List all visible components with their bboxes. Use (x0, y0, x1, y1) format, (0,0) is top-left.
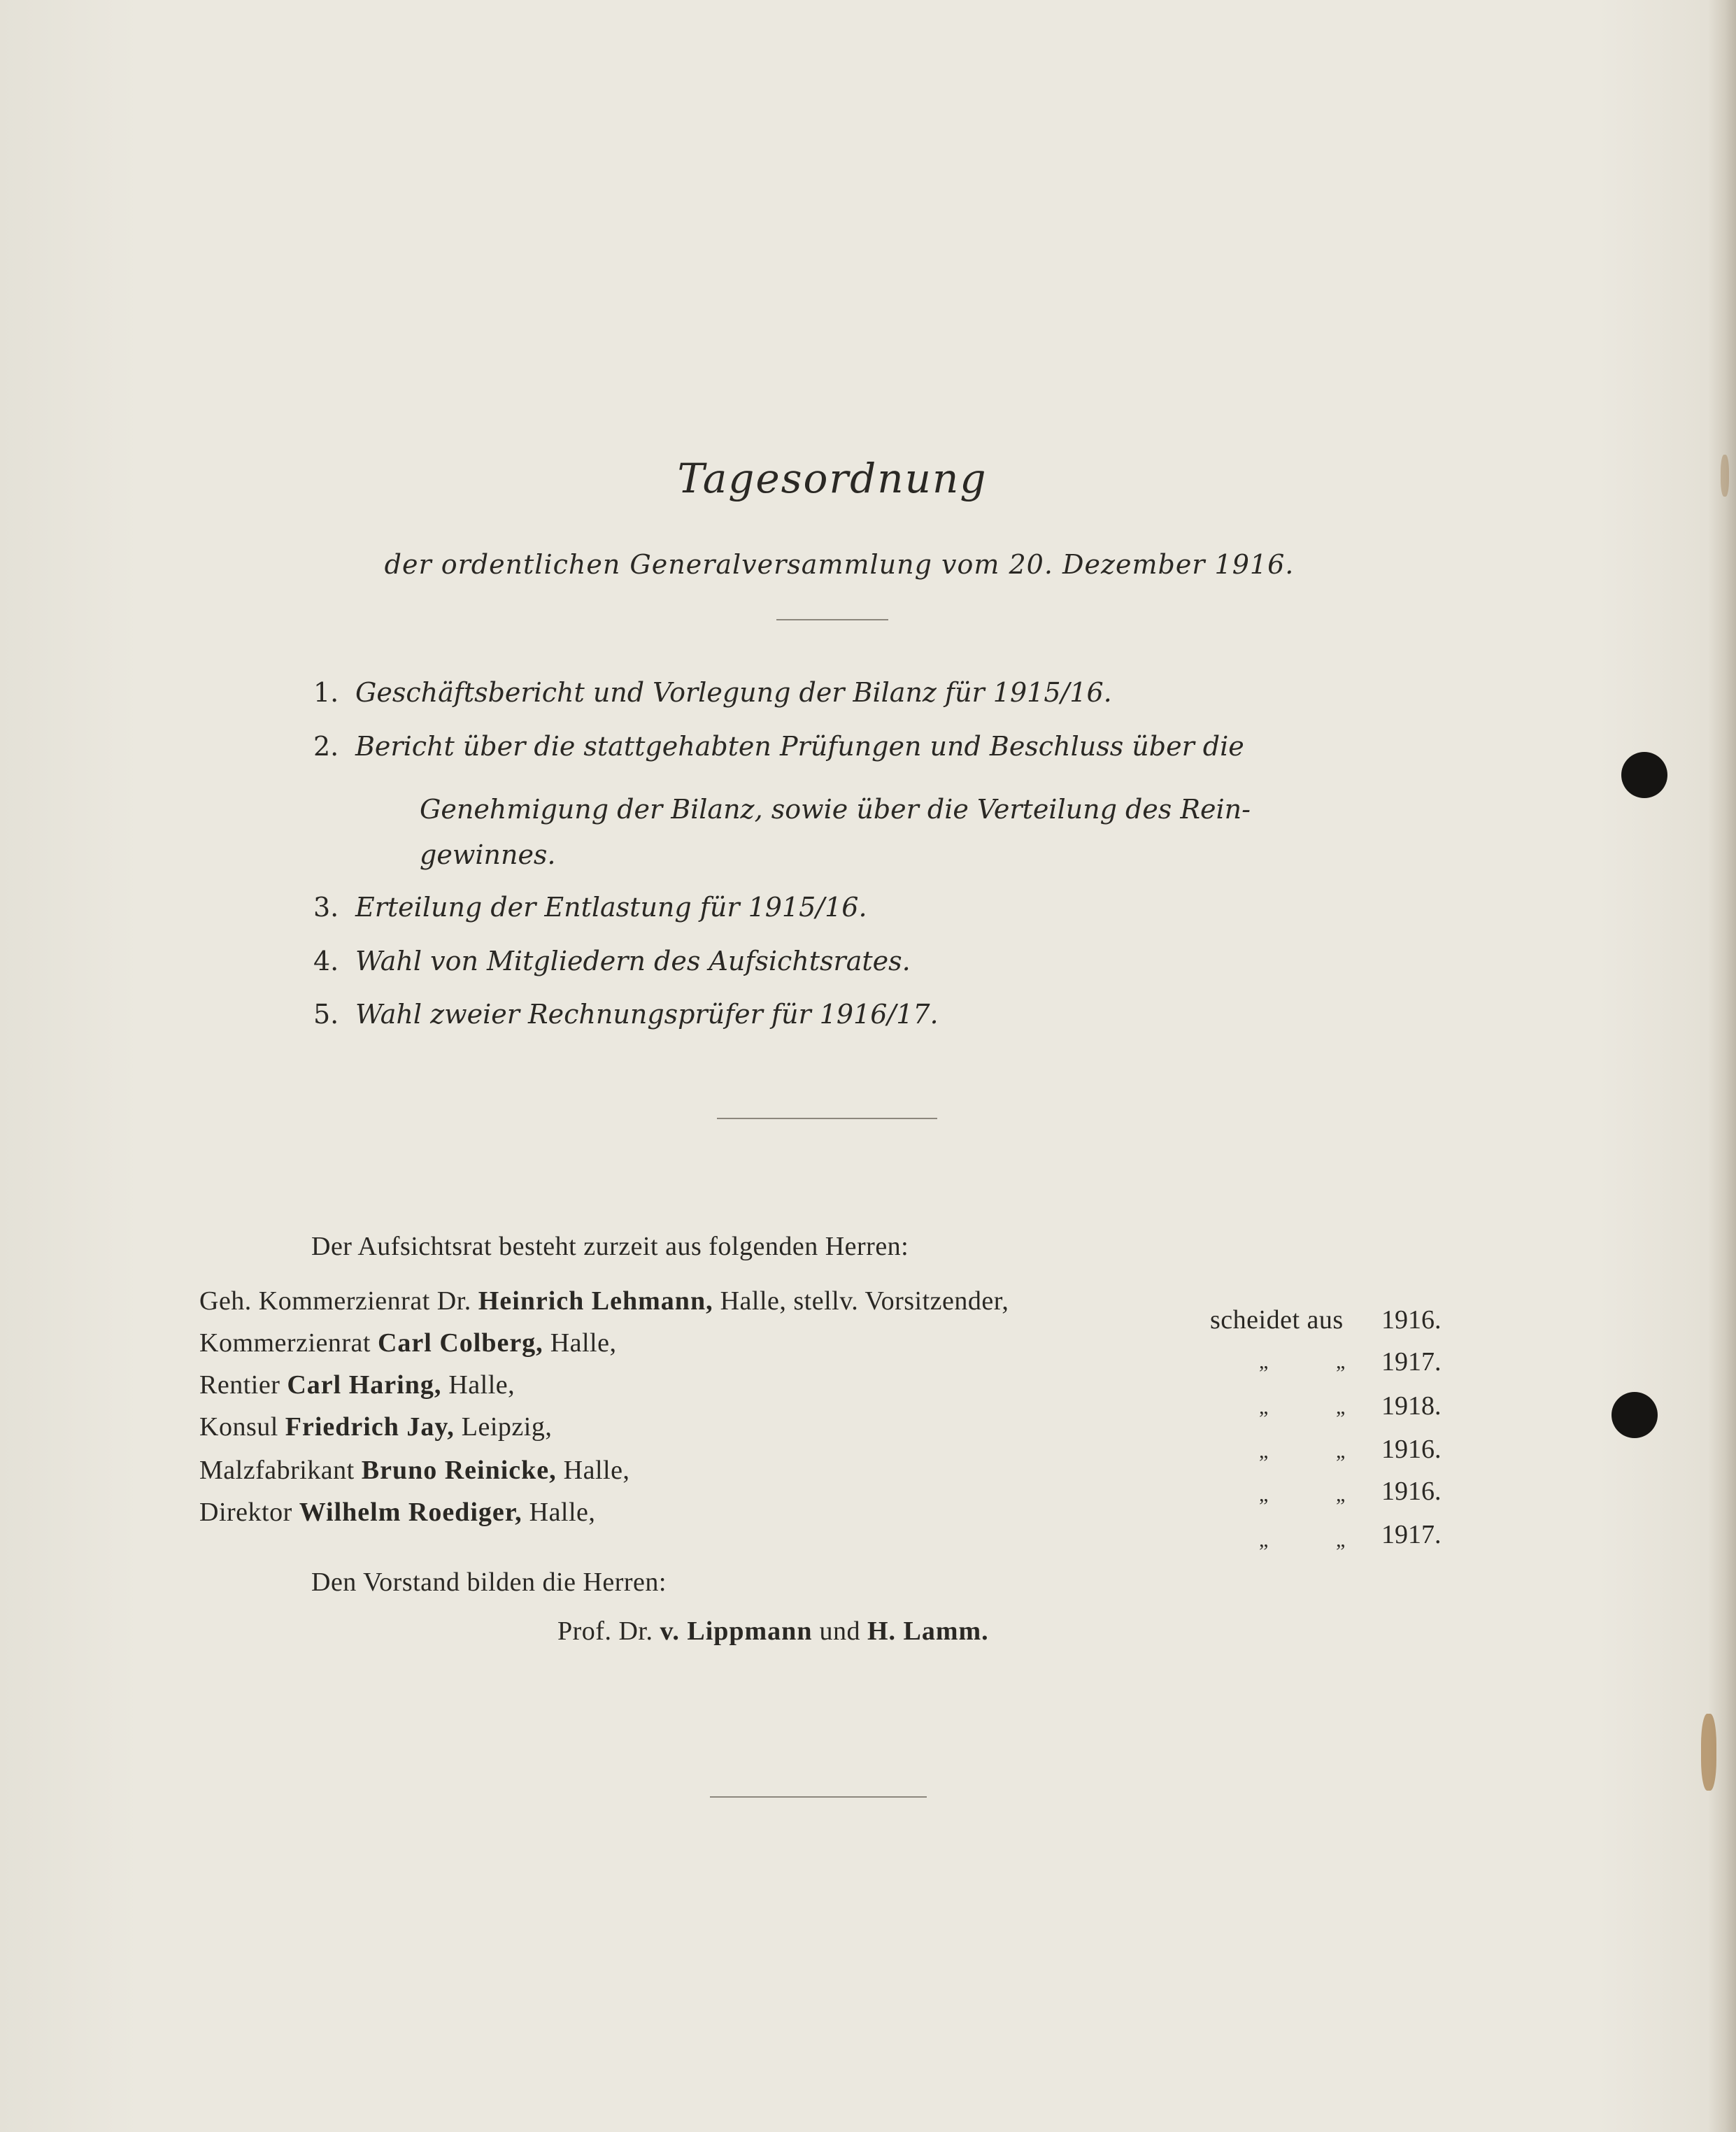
member-place: Halle, (550, 1328, 617, 1358)
agenda-text: Erteilung der Entlastung für 1915/16. (355, 892, 867, 923)
member-year-2: 1917. (1381, 1347, 1442, 1377)
agenda-number: 4. (313, 946, 339, 976)
agenda-number: 1. (313, 677, 339, 708)
member-title: Malzfabrikant (199, 1456, 355, 1485)
member-year-1: 1916. (1381, 1305, 1442, 1335)
board-member-row-1 (199, 1286, 1009, 1316)
agenda-item-4 (313, 946, 911, 976)
divider-bottom (710, 1796, 927, 1798)
member-title: Konsul (199, 1412, 278, 1442)
board-outro: Den Vorstand bilden die Herren: (311, 1568, 667, 1597)
ditto-mark: „ (1259, 1528, 1269, 1551)
agenda-item-2 (313, 731, 1244, 762)
member-place: Leipzig, (461, 1412, 553, 1442)
ditto-mark: „ (1336, 1440, 1346, 1463)
punch-hole-bottom (1612, 1392, 1658, 1438)
agenda-number: 3. (313, 892, 339, 923)
board-member-row-2 (199, 1328, 616, 1358)
member-title: Direktor (199, 1498, 292, 1527)
member-name: Heinrich Lehmann, (478, 1286, 713, 1316)
page-subtitle: der ordentlichen Generalversammlung vom 20. Dezember 1916. (384, 549, 1295, 580)
agenda-number: 2. (313, 731, 339, 762)
board-intro: Der Aufsichtsrat besteht zurzeit aus folgenden Herren: (311, 1232, 909, 1261)
member-place: Halle, (529, 1498, 596, 1527)
divider-middle (717, 1118, 937, 1119)
agenda-text: Geschäftsbericht und Vorlegung der Bilanz für 1915/16. (355, 677, 1112, 708)
agenda-text: Wahl zweier Rechnungsprüfer für 1916/17. (355, 999, 939, 1030)
member-place: Halle, stellv. Vorsitzender, (720, 1286, 1009, 1316)
executive-name-1: v. Lippmann (660, 1616, 813, 1646)
member-name: Carl Colberg, (377, 1328, 543, 1358)
scheidet-label: scheidet aus (1210, 1305, 1344, 1335)
ditto-mark: „ (1259, 1395, 1269, 1419)
board-member-row-5 (199, 1455, 629, 1486)
agenda-text: Wahl von Mitgliedern des Aufsichtsrates. (355, 946, 911, 976)
agenda-item-2-line-2: Genehmigung der Bilanz, sowie über die Verteilung des Rein- (420, 794, 1251, 825)
stain-mark-small (1721, 455, 1729, 497)
page-title: Tagesordnung (677, 455, 988, 502)
punch-hole-top (1621, 752, 1667, 798)
agenda-item-5 (313, 999, 939, 1030)
stain-mark (1701, 1714, 1716, 1791)
member-year-3: 1918. (1381, 1391, 1442, 1421)
member-title: Kommerzienrat (199, 1328, 371, 1358)
ditto-mark: „ (1336, 1528, 1346, 1551)
member-name: Carl Haring, (287, 1370, 442, 1400)
ditto-mark: „ (1259, 1440, 1269, 1463)
agenda-item-2-line-3: gewinnes. (420, 839, 556, 870)
executives-prefix: Prof. Dr. (557, 1616, 653, 1646)
member-year-5: 1916. (1381, 1477, 1442, 1506)
board-member-row-3 (199, 1370, 515, 1400)
member-year-4: 1916. (1381, 1435, 1442, 1464)
member-name: Wilhelm Roediger, (299, 1498, 522, 1527)
agenda-text: Bericht über die stattgehabten Prüfungen und Beschluss über die (355, 731, 1244, 762)
ditto-mark: „ (1336, 1350, 1346, 1373)
agenda-item-1 (313, 677, 1112, 708)
executives-line (557, 1616, 989, 1647)
executives-conj: und (819, 1616, 860, 1646)
ditto-mark: „ (1259, 1350, 1269, 1373)
member-place: Halle, (448, 1370, 515, 1400)
executive-name-2: H. Lamm. (867, 1616, 989, 1646)
member-name: Bruno Reinicke, (361, 1456, 557, 1485)
divider-top (776, 619, 888, 620)
member-title: Geh. Kommerzienrat Dr. (199, 1286, 471, 1316)
board-member-row-6 (199, 1497, 595, 1528)
member-name: Friedrich Jay, (285, 1412, 455, 1442)
agenda-number: 5. (313, 999, 339, 1030)
member-title: Rentier (199, 1370, 280, 1400)
member-year-6: 1917. (1381, 1520, 1442, 1549)
agenda-item-3 (313, 892, 867, 923)
ditto-mark: „ (1259, 1483, 1269, 1506)
ditto-mark: „ (1336, 1483, 1346, 1506)
member-place: Halle, (563, 1456, 630, 1485)
paper-edge-shadow (1708, 0, 1736, 2132)
board-member-row-4 (199, 1412, 552, 1442)
ditto-mark: „ (1336, 1395, 1346, 1419)
